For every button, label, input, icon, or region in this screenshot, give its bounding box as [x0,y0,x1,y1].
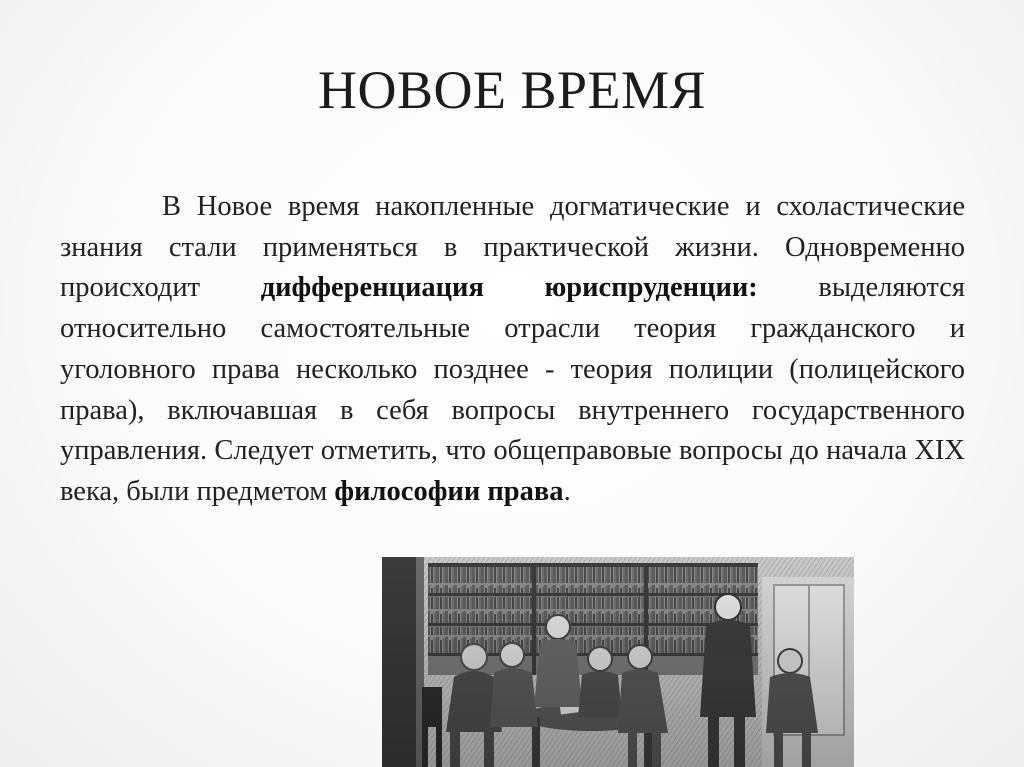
slide-title: НОВОЕ ВРЕМЯ [317,60,707,120]
paragraph-end: . [563,475,571,507]
engraving-scene-icon [382,557,854,767]
paragraph-text-2: выделяются относительно самостоятельные отрасли теория гражданского и уголовного права несколько позднее - теория полиции (полицейского права), включавшая в себя вопросы внутреннего государственного управления. Следует отметить, что общеправовые вопросы до начала XIX века, были предметом [60,272,965,507]
engraving-illustration [382,557,854,767]
body-paragraph [60,187,965,513]
paragraph-text-1: В Новое время накопленные догматические и схоластические знания стали применяться в практической жизни. Одновременно происходит [60,191,965,304]
paragraph-bold-2: философии права [334,475,564,507]
paragraph-bold-1: дифференциация юриспруденции: [260,272,758,304]
